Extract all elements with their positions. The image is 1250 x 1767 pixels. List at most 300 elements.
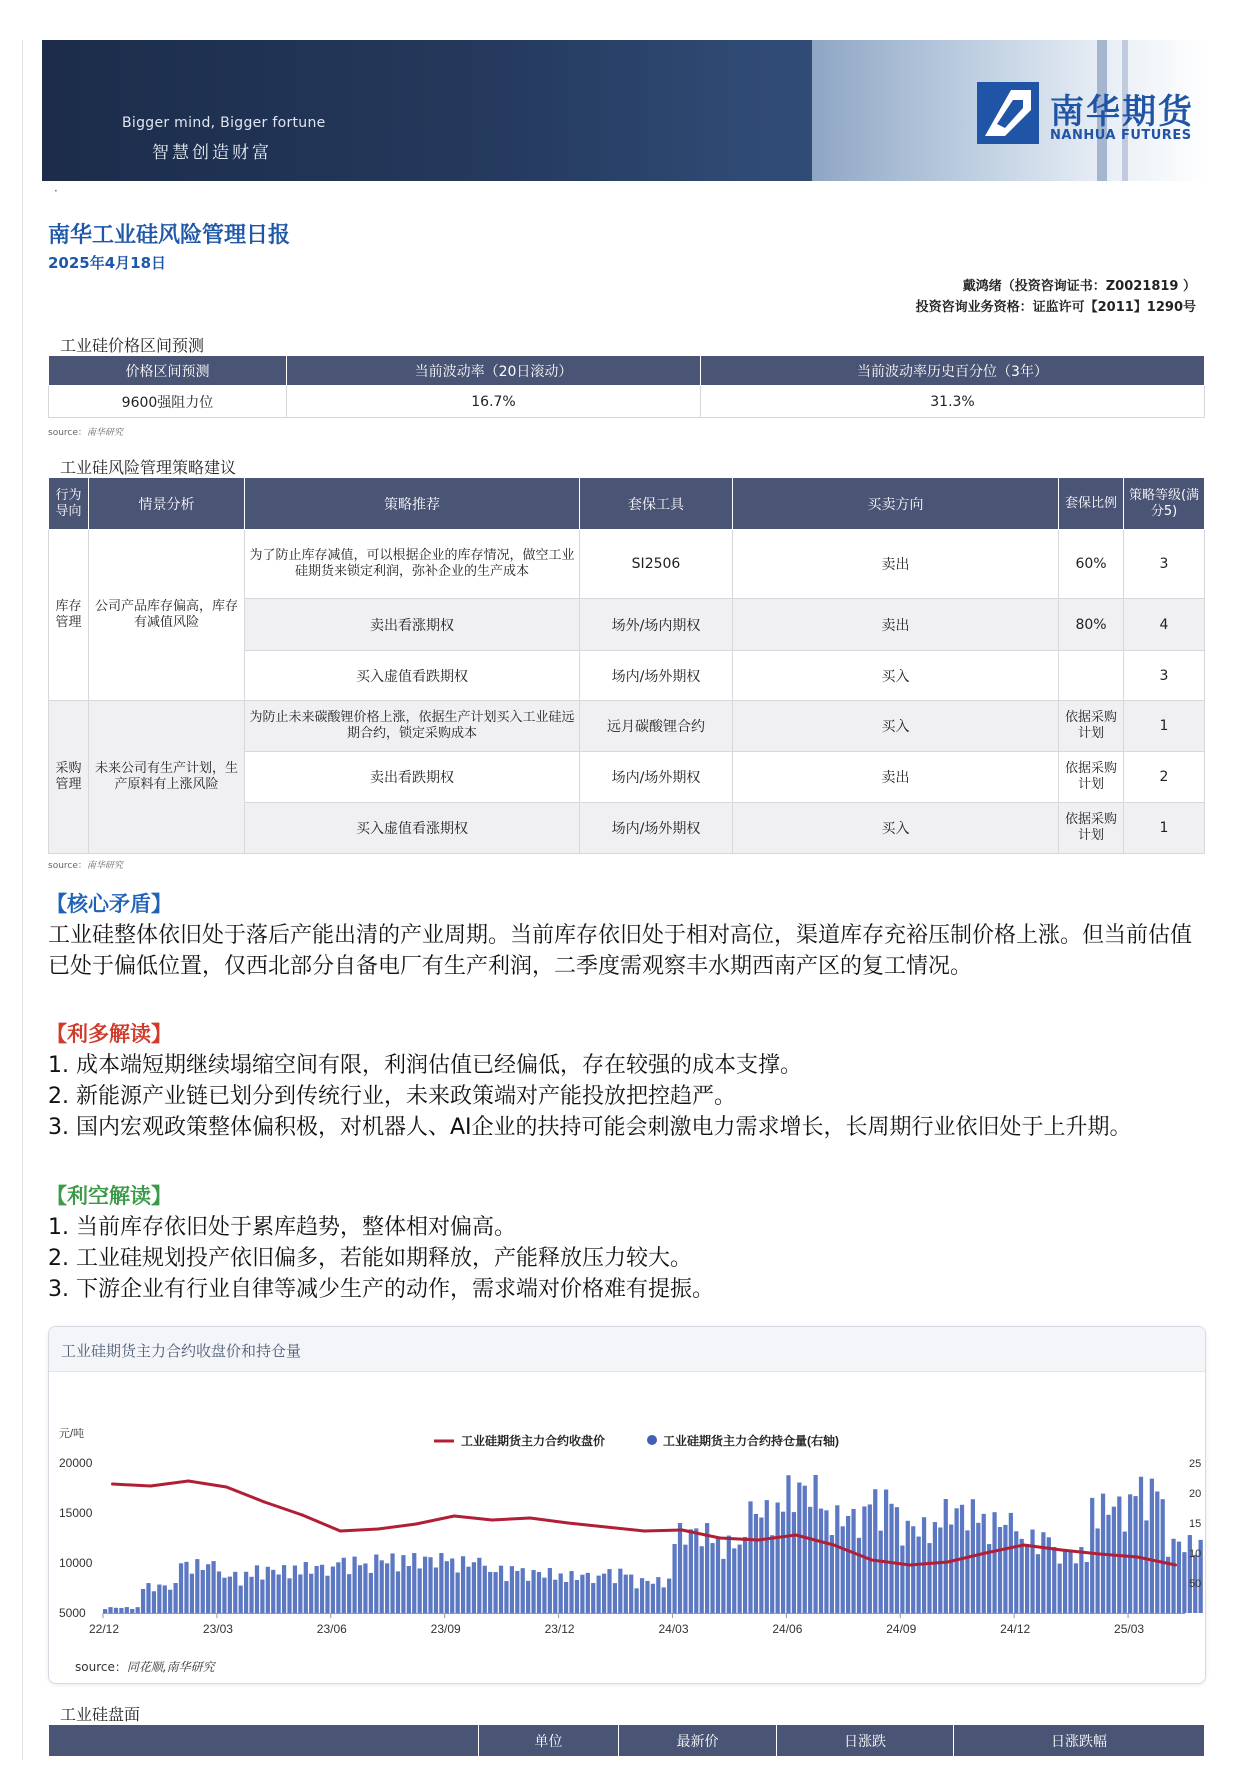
close-price-point bbox=[1098, 1553, 1101, 1556]
open-interest-bar bbox=[672, 1544, 676, 1613]
x-tick-label: 24/03 bbox=[658, 1622, 689, 1636]
strategy-source bbox=[48, 858, 123, 871]
open-interest-bar bbox=[157, 1585, 161, 1613]
x-tick-label: 25/03 bbox=[1114, 1622, 1145, 1636]
open-interest-bar bbox=[1041, 1532, 1045, 1613]
chart-canvas bbox=[49, 1371, 1205, 1651]
table-header: 最新价 bbox=[619, 1725, 777, 1757]
close-price-point bbox=[832, 1544, 835, 1547]
open-interest-bar bbox=[320, 1565, 324, 1613]
close-price-point bbox=[756, 1539, 759, 1542]
open-interest-bar bbox=[380, 1560, 384, 1613]
open-interest-bar bbox=[352, 1557, 356, 1613]
source-name: 同花顺,南华研究 bbox=[126, 1660, 215, 1674]
open-interest-bar bbox=[1112, 1507, 1116, 1613]
close-price-point bbox=[605, 1526, 608, 1529]
open-interest-bar bbox=[174, 1583, 178, 1613]
level-cell: 3 bbox=[1124, 651, 1205, 701]
slogan-english: Bigger mind, Bigger fortune bbox=[122, 115, 326, 131]
close-price-point bbox=[263, 1501, 266, 1504]
core-heading: 【核心矛盾】 bbox=[46, 892, 172, 916]
y2-tick-label: 20 bbox=[1189, 1488, 1202, 1500]
table-header: 策略推荐 bbox=[245, 478, 580, 530]
y-tick-label: 10000 bbox=[59, 1556, 93, 1570]
open-interest-bar bbox=[629, 1575, 633, 1613]
open-interest-bar bbox=[1058, 1564, 1062, 1613]
open-interest-bar bbox=[770, 1535, 774, 1613]
close-price-point bbox=[946, 1561, 949, 1564]
open-interest-bar bbox=[211, 1561, 215, 1613]
open-interest-bar bbox=[759, 1518, 763, 1613]
open-interest-bar bbox=[282, 1565, 286, 1613]
behavior-cell: 采购管理 bbox=[49, 701, 89, 854]
close-price-point bbox=[1136, 1556, 1139, 1559]
open-interest-bar bbox=[569, 1571, 573, 1613]
open-interest-bar bbox=[499, 1566, 503, 1613]
open-interest-bar bbox=[716, 1538, 720, 1613]
open-interest-bar bbox=[358, 1565, 362, 1613]
open-interest-bar bbox=[965, 1530, 969, 1613]
open-interest-bar bbox=[542, 1578, 546, 1613]
open-interest-bar bbox=[754, 1514, 758, 1613]
logo-text-chinese: 南华期货 bbox=[1050, 92, 1194, 132]
close-price-point bbox=[339, 1530, 342, 1533]
open-interest-bar bbox=[1020, 1539, 1024, 1613]
open-interest-bar bbox=[315, 1566, 319, 1613]
open-interest-bar bbox=[255, 1565, 259, 1613]
price-forecast-table bbox=[48, 355, 1205, 418]
legend-label: 工业硅期货主力合约持仓量(右轴) bbox=[663, 1434, 839, 1448]
table-header: 日涨跌幅 bbox=[954, 1725, 1205, 1757]
open-interest-bar bbox=[819, 1509, 823, 1613]
close-price-point bbox=[984, 1552, 987, 1555]
level-cell: 3 bbox=[1124, 530, 1205, 599]
x-tick-label: 23/12 bbox=[544, 1622, 575, 1636]
bullish-item: 1. 成本端短期继续塌缩空间有限，利润估值已经偏低，存在较强的成本支撑。 bbox=[48, 1053, 802, 1078]
open-interest-bar bbox=[374, 1554, 378, 1613]
open-interest-bar bbox=[1014, 1531, 1018, 1613]
table-header: 当前波动率（20日滚动） bbox=[287, 356, 701, 386]
open-interest-bar bbox=[304, 1562, 308, 1613]
open-interest-bar bbox=[662, 1587, 666, 1613]
legend-label: 工业硅期货主力合约收盘价 bbox=[461, 1434, 606, 1448]
open-interest-bar bbox=[521, 1568, 525, 1613]
open-interest-bar bbox=[808, 1507, 812, 1613]
table-cell: 31.3% bbox=[701, 386, 1205, 418]
open-interest-bar bbox=[363, 1563, 367, 1613]
level-cell: 2 bbox=[1124, 752, 1205, 803]
y2-tick-label: 50 bbox=[1189, 1578, 1202, 1590]
open-interest-bar bbox=[195, 1559, 199, 1613]
strategy-cell: 买入虚值看涨期权 bbox=[245, 803, 580, 854]
direction-cell: 卖出 bbox=[733, 530, 1059, 599]
direction-cell: 卖出 bbox=[733, 599, 1059, 651]
report-title: 南华工业硅风险管理日报 bbox=[48, 223, 291, 248]
level-cell: 1 bbox=[1124, 803, 1205, 854]
source-prefix: source： bbox=[75, 1660, 127, 1674]
y-tick-label: 20000 bbox=[59, 1456, 93, 1470]
open-interest-bar bbox=[786, 1475, 790, 1613]
open-interest-bar bbox=[1171, 1539, 1175, 1613]
open-interest-bar bbox=[184, 1562, 188, 1613]
close-price-point bbox=[415, 1523, 418, 1526]
open-interest-bar bbox=[477, 1558, 481, 1613]
price-forecast-label: 工业硅价格区间预测 bbox=[60, 336, 205, 355]
bearish-item: 3. 下游企业有行业自律等减少生产的动作，需求端对价格难有提振。 bbox=[48, 1277, 714, 1302]
close-price-point bbox=[301, 1514, 304, 1517]
open-interest-bar bbox=[727, 1536, 731, 1613]
open-interest-bar bbox=[450, 1558, 454, 1613]
open-interest-bar bbox=[884, 1490, 888, 1613]
close-price-point bbox=[149, 1485, 152, 1488]
open-interest-bar bbox=[412, 1553, 416, 1613]
open-interest-bar bbox=[239, 1586, 243, 1613]
open-interest-bar bbox=[1036, 1554, 1040, 1613]
close-price-point bbox=[567, 1522, 570, 1525]
open-interest-bar bbox=[640, 1578, 644, 1613]
open-interest-bar bbox=[466, 1567, 470, 1613]
bullish-item: 3. 国内宏观政策整体偏积极，对机器人、AI企业的扶持可能会刺激电力需求增长，长周期行业依旧处于上升期。 bbox=[48, 1115, 1132, 1140]
open-interest-bar bbox=[168, 1590, 172, 1613]
close-price-point bbox=[225, 1486, 228, 1489]
close-price-point bbox=[643, 1530, 646, 1533]
bearish-heading: 【利空解读】 bbox=[46, 1184, 172, 1208]
open-interest-bar bbox=[976, 1523, 980, 1613]
open-interest-bar bbox=[879, 1531, 883, 1613]
open-interest-bar bbox=[1009, 1513, 1013, 1613]
open-interest-bar bbox=[602, 1574, 606, 1613]
open-interest-bar bbox=[309, 1574, 313, 1613]
open-interest-bar bbox=[206, 1564, 210, 1613]
open-interest-bar bbox=[423, 1557, 427, 1613]
table-header: 价格区间预测 bbox=[49, 356, 287, 386]
open-interest-bar bbox=[325, 1576, 329, 1613]
open-interest-bar bbox=[146, 1583, 150, 1613]
open-interest-bar bbox=[624, 1575, 628, 1613]
open-interest-bar bbox=[917, 1537, 921, 1613]
open-interest-bar bbox=[889, 1504, 893, 1613]
close-price-point bbox=[680, 1529, 683, 1532]
open-interest-bar bbox=[738, 1545, 742, 1613]
close-price-point bbox=[1022, 1544, 1025, 1547]
y2-tick-label: 15 bbox=[1189, 1518, 1202, 1530]
slogan-chinese: 智慧创造财富 bbox=[152, 143, 272, 163]
open-interest-bar bbox=[938, 1527, 942, 1613]
strategy-table bbox=[48, 477, 1205, 854]
y2-tick-label: 25 bbox=[1189, 1458, 1202, 1470]
open-interest-bar bbox=[1030, 1530, 1034, 1613]
report-date: 2025年4月18日 bbox=[48, 254, 167, 272]
open-interest-bar bbox=[347, 1574, 351, 1613]
open-interest-bar bbox=[580, 1575, 584, 1613]
open-interest-bar bbox=[851, 1509, 855, 1613]
open-interest-bar bbox=[607, 1569, 611, 1613]
open-interest-bar bbox=[385, 1563, 389, 1613]
open-interest-bar bbox=[841, 1526, 845, 1613]
open-interest-bar bbox=[846, 1516, 850, 1613]
open-interest-bar bbox=[862, 1506, 866, 1613]
table-header: 行为导向 bbox=[49, 478, 89, 530]
open-interest-bar bbox=[390, 1553, 394, 1613]
close-price-point bbox=[491, 1519, 494, 1522]
y-tick-label: 5000 bbox=[59, 1606, 86, 1620]
scenario-cell: 未来公司有生产计划，生产原料有上涨风险 bbox=[89, 701, 245, 854]
direction-cell: 卖出 bbox=[733, 752, 1059, 803]
behavior-cell: 库存管理 bbox=[49, 530, 89, 701]
open-interest-bar bbox=[710, 1543, 714, 1613]
open-interest-bar bbox=[597, 1576, 601, 1613]
ratio-cell: 80% bbox=[1059, 599, 1124, 651]
ratio-cell: 依据采购计划 bbox=[1059, 752, 1124, 803]
open-interest-bar bbox=[1161, 1499, 1165, 1613]
close-price-point bbox=[529, 1517, 532, 1520]
open-interest-bar bbox=[342, 1558, 346, 1613]
open-interest-bar bbox=[743, 1537, 747, 1613]
open-interest-bar bbox=[906, 1521, 910, 1613]
open-interest-bar bbox=[1144, 1520, 1148, 1613]
open-interest-bar bbox=[407, 1566, 411, 1613]
open-interest-bar bbox=[792, 1512, 796, 1613]
ratio-cell: 60% bbox=[1059, 530, 1124, 599]
ratio-cell: 依据采购计划 bbox=[1059, 803, 1124, 854]
page-border bbox=[22, 40, 23, 1760]
strategy-cell: 为了防止库存减值，可以根据企业的库存情况，做空工业硅期货来锁定利润，弥补企业的生产成本 bbox=[245, 530, 580, 599]
open-interest-bar bbox=[531, 1570, 535, 1613]
open-interest-bar bbox=[152, 1591, 156, 1613]
open-interest-bar bbox=[900, 1546, 904, 1613]
open-interest-bar bbox=[1106, 1515, 1110, 1613]
open-interest-bar bbox=[635, 1588, 639, 1613]
table-header: 当前波动率历史百分位（3年） bbox=[701, 356, 1205, 386]
strategy-cell: 卖出看跌期权 bbox=[245, 752, 580, 803]
open-interest-bar bbox=[987, 1544, 991, 1613]
open-interest-bar bbox=[434, 1567, 438, 1613]
open-interest-bar bbox=[493, 1572, 497, 1613]
open-interest-bar bbox=[575, 1580, 579, 1613]
x-tick-label: 22/12 bbox=[89, 1622, 120, 1636]
open-interest-bar bbox=[456, 1572, 460, 1613]
open-interest-bar bbox=[992, 1512, 996, 1613]
open-interest-bar bbox=[1177, 1542, 1181, 1613]
open-interest-bar bbox=[461, 1556, 465, 1613]
open-interest-bar bbox=[418, 1568, 422, 1613]
ratio-cell: 依据采购计划 bbox=[1059, 701, 1124, 752]
table-header bbox=[49, 1725, 479, 1757]
source-name: 南华研究 bbox=[86, 428, 123, 438]
open-interest-bar bbox=[857, 1538, 861, 1613]
open-interest-bar bbox=[613, 1583, 617, 1613]
bearish-item: 1. 当前库存依旧处于累库趋势，整体相对偏高。 bbox=[48, 1215, 516, 1240]
open-interest-bar bbox=[1155, 1492, 1159, 1613]
open-interest-bar bbox=[911, 1526, 915, 1613]
open-interest-bar bbox=[119, 1608, 123, 1613]
open-interest-bar bbox=[824, 1510, 828, 1613]
close-price-point bbox=[453, 1515, 456, 1518]
open-interest-bar bbox=[618, 1569, 622, 1613]
open-interest-bar bbox=[689, 1529, 693, 1613]
open-interest-bar bbox=[721, 1559, 725, 1613]
open-interest-bar bbox=[683, 1545, 687, 1613]
open-interest-bar bbox=[217, 1571, 221, 1613]
y2-tick-label: 10 bbox=[1189, 1548, 1202, 1560]
close-price-point bbox=[718, 1537, 721, 1540]
open-interest-bar bbox=[933, 1522, 937, 1613]
open-interest-bar bbox=[1063, 1551, 1067, 1613]
open-interest-bar bbox=[1052, 1547, 1056, 1613]
open-interest-bar bbox=[244, 1572, 248, 1613]
open-interest-bar bbox=[396, 1571, 400, 1613]
y-tick-label: 15000 bbox=[59, 1506, 93, 1520]
open-interest-bar bbox=[813, 1475, 817, 1613]
open-interest-bar bbox=[803, 1486, 807, 1613]
open-interest-bar bbox=[1096, 1528, 1100, 1613]
open-interest-bar bbox=[439, 1553, 443, 1613]
direction-cell: 买入 bbox=[733, 803, 1059, 854]
table-header: 情景分析 bbox=[89, 478, 245, 530]
x-tick-label: 23/06 bbox=[316, 1622, 347, 1636]
open-interest-bar bbox=[732, 1548, 736, 1613]
direction-cell: 买入 bbox=[733, 701, 1059, 752]
open-interest-bar bbox=[260, 1580, 264, 1613]
level-cell: 4 bbox=[1124, 599, 1205, 651]
open-interest-bar bbox=[776, 1503, 780, 1613]
close-price-point bbox=[908, 1564, 911, 1567]
open-interest-bar bbox=[656, 1577, 660, 1613]
open-interest-bar bbox=[1150, 1479, 1154, 1613]
source-prefix: source： bbox=[48, 428, 87, 438]
open-interest-bar bbox=[271, 1570, 275, 1613]
table-cell: 9600强阻力位 bbox=[49, 386, 287, 418]
close-price-point bbox=[870, 1559, 873, 1562]
open-interest-bar bbox=[1068, 1551, 1072, 1613]
open-interest-bar bbox=[472, 1562, 476, 1613]
strategy-cell: 买入虚值看跌期权 bbox=[245, 651, 580, 701]
ratio-cell bbox=[1059, 651, 1124, 701]
open-interest-bar bbox=[591, 1583, 595, 1613]
open-interest-bar bbox=[130, 1609, 134, 1613]
open-interest-bar bbox=[559, 1573, 563, 1613]
open-interest-bar bbox=[526, 1581, 530, 1613]
open-interest-bar bbox=[553, 1580, 557, 1613]
open-interest-bar bbox=[483, 1566, 487, 1613]
open-interest-bar bbox=[369, 1573, 373, 1613]
open-interest-bar bbox=[748, 1501, 752, 1613]
open-interest-bar bbox=[1074, 1563, 1078, 1613]
x-tick-label: 24/09 bbox=[886, 1622, 917, 1636]
open-interest-bar bbox=[949, 1525, 953, 1613]
table-header: 日涨跌 bbox=[777, 1725, 954, 1757]
open-interest-bar bbox=[678, 1523, 682, 1613]
bullish-item: 2. 新能源产业链已划分到传统行业，未来政策端对产能投放把控趋严。 bbox=[48, 1084, 736, 1109]
license-info: 投资咨询业务资格：证监许可【2011】1290号 bbox=[915, 300, 1196, 315]
table-header: 套保比例 bbox=[1059, 478, 1124, 530]
open-interest-bar bbox=[1128, 1494, 1132, 1613]
open-interest-bar bbox=[586, 1573, 590, 1613]
panel-table bbox=[48, 1724, 1205, 1757]
tool-cell: SI2506 bbox=[580, 530, 733, 599]
open-interest-bar bbox=[163, 1585, 167, 1613]
x-tick-label: 24/12 bbox=[1000, 1622, 1031, 1636]
open-interest-bar bbox=[645, 1581, 649, 1613]
open-interest-bar bbox=[445, 1561, 449, 1613]
tool-cell: 场内/场外期权 bbox=[580, 752, 733, 803]
direction-cell: 买入 bbox=[733, 651, 1059, 701]
open-interest-bar bbox=[266, 1567, 270, 1613]
open-interest-bar bbox=[667, 1579, 671, 1613]
open-interest-bar bbox=[835, 1505, 839, 1613]
open-interest-bar bbox=[179, 1563, 183, 1613]
x-tick-label: 24/06 bbox=[772, 1622, 803, 1636]
close-price-point bbox=[1060, 1549, 1063, 1552]
chart-panel bbox=[48, 1326, 1206, 1684]
open-interest-bar bbox=[982, 1514, 986, 1613]
open-interest-bar bbox=[504, 1581, 508, 1613]
chart-title: 工业硅期货主力合约收盘价和持仓量 bbox=[61, 1342, 302, 1360]
close-price-point bbox=[794, 1534, 797, 1537]
open-interest-bar bbox=[190, 1574, 194, 1613]
y-axis-label: 元/吨 bbox=[59, 1428, 85, 1440]
close-price-point bbox=[1174, 1564, 1177, 1567]
open-interest-bar bbox=[488, 1572, 492, 1613]
price-forecast-source bbox=[48, 425, 123, 438]
open-interest-bar bbox=[830, 1535, 834, 1613]
open-interest-bar bbox=[1025, 1544, 1029, 1613]
open-interest-bar bbox=[336, 1562, 340, 1613]
bearish-item: 2. 工业硅规划投产依旧偏多，若能如期释放，产能释放压力较大。 bbox=[48, 1246, 692, 1271]
dot-marker: · bbox=[54, 184, 58, 198]
panel-section-label: 工业硅盘面 bbox=[60, 1705, 141, 1724]
open-interest-bar bbox=[694, 1528, 698, 1613]
open-interest-bar bbox=[944, 1499, 948, 1613]
source-name: 南华研究 bbox=[86, 861, 123, 871]
open-interest-bar bbox=[222, 1578, 226, 1613]
chart-source bbox=[75, 1658, 215, 1675]
tool-cell: 场内/场外期权 bbox=[580, 651, 733, 701]
x-tick-label: 23/09 bbox=[430, 1622, 461, 1636]
open-interest-bar bbox=[548, 1568, 552, 1613]
open-interest-bar bbox=[797, 1482, 801, 1613]
open-interest-bar bbox=[1079, 1547, 1083, 1613]
open-interest-bar bbox=[1133, 1496, 1137, 1613]
open-interest-bar bbox=[765, 1500, 769, 1613]
open-interest-bar bbox=[228, 1577, 232, 1613]
open-interest-bar bbox=[287, 1578, 291, 1613]
table-cell: 16.7% bbox=[287, 386, 701, 418]
open-interest-bar bbox=[1123, 1532, 1127, 1613]
chart-header bbox=[49, 1327, 1205, 1372]
open-interest-bar bbox=[515, 1571, 519, 1613]
open-interest-bar bbox=[927, 1543, 931, 1613]
legend-dot-swatch bbox=[647, 1435, 657, 1445]
open-interest-bar bbox=[564, 1582, 568, 1613]
open-interest-bar bbox=[201, 1570, 205, 1613]
close-price-point bbox=[377, 1528, 380, 1531]
analyst-info: 戴鸿绪（投资咨询证书：Z0021819 ） bbox=[962, 279, 1196, 294]
open-interest-bar bbox=[136, 1607, 140, 1613]
level-cell: 1 bbox=[1124, 701, 1205, 752]
table-header: 单位 bbox=[479, 1725, 619, 1757]
close-price-point bbox=[187, 1480, 190, 1483]
open-interest-bar bbox=[103, 1609, 107, 1613]
close-price-point bbox=[111, 1483, 114, 1486]
open-interest-bar bbox=[537, 1572, 541, 1613]
table-header: 买卖方向 bbox=[733, 478, 1059, 530]
open-interest-bar bbox=[998, 1527, 1002, 1613]
open-interest-bar bbox=[1182, 1552, 1186, 1613]
open-interest-bar bbox=[428, 1557, 432, 1613]
tool-cell: 场内/场外期权 bbox=[580, 803, 733, 854]
source-prefix: source： bbox=[48, 861, 87, 871]
